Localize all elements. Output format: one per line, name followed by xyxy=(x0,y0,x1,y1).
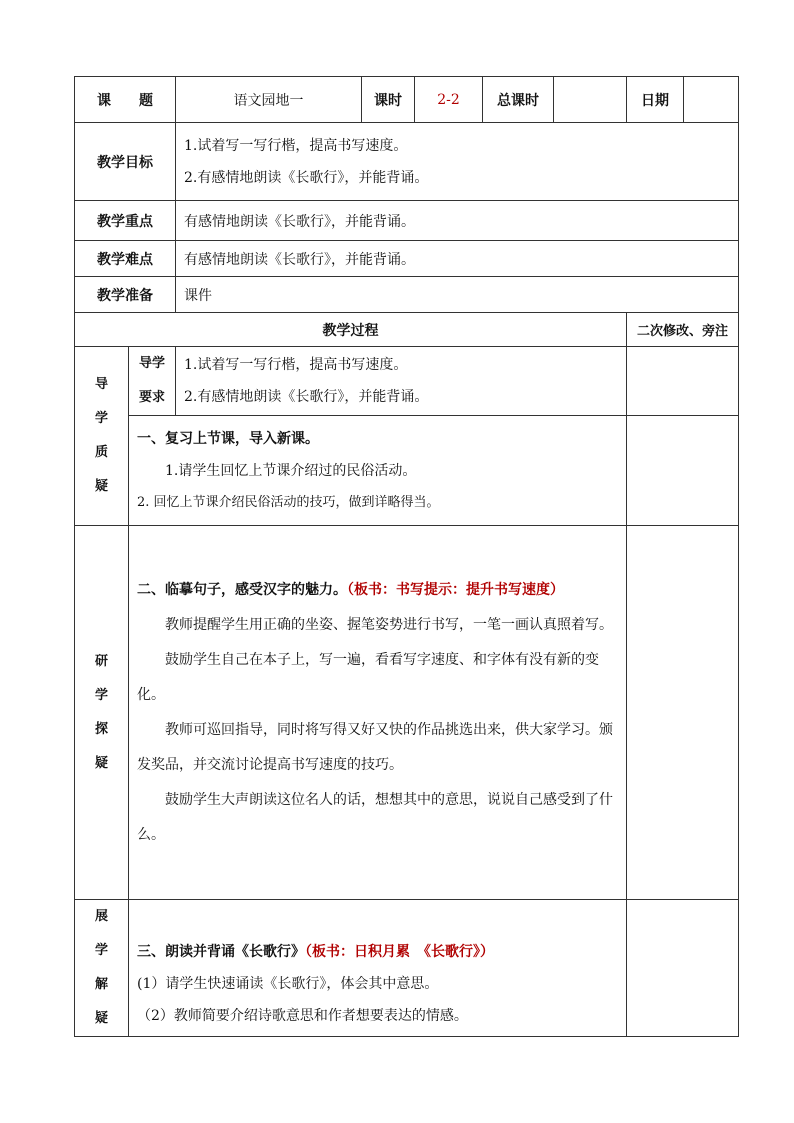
section1-line: 1.请学生回忆上节课介绍过的民俗活动。 xyxy=(165,462,417,479)
section2-label-text: 研学探疑 xyxy=(94,653,108,771)
objectives-content xyxy=(176,123,739,201)
section2-heading-text: 二、临摹句子，感受汉字的魅力。 xyxy=(137,581,347,598)
section1-heading: 一、复习上节课，导入新课。 xyxy=(137,430,319,447)
topic-label: 课 题 xyxy=(75,77,176,123)
guide-item: 2.有感情地朗读《长歌行》，并能背诵。 xyxy=(184,389,429,405)
difficulty-label: 教学难点 xyxy=(75,241,176,277)
section3-board-note: （板书：日积月累 《长歌行》） xyxy=(305,944,494,960)
key-point-label: 教学重点 xyxy=(75,201,176,241)
notes-cell xyxy=(627,416,739,526)
notes-cell xyxy=(627,347,739,416)
period-value: 2-2 xyxy=(415,77,483,123)
section3-line: (1）请学生快速诵读《长歌行》，体会其中意思。 xyxy=(137,976,439,992)
section2-label xyxy=(75,526,129,900)
date-value xyxy=(684,77,739,123)
header-row xyxy=(75,77,739,123)
section3-content xyxy=(129,900,627,1037)
notes-cell xyxy=(627,526,739,900)
key-point-row xyxy=(75,201,739,241)
lesson-plan-table xyxy=(74,76,739,1037)
preparation-label: 教学准备 xyxy=(75,277,176,313)
section2-content xyxy=(129,526,627,900)
difficulty-row xyxy=(75,241,739,277)
process-title: 教学过程 xyxy=(75,313,627,347)
total-label: 总课时 xyxy=(483,77,554,123)
notes-cell xyxy=(627,900,739,1037)
period-label: 课时 xyxy=(362,77,415,123)
objective-item: 2.有感情地朗读《长歌行》，并能背诵。 xyxy=(184,169,429,186)
section3-heading xyxy=(137,936,626,968)
section1-row xyxy=(75,416,739,526)
preparation-value: 课件 xyxy=(176,277,739,313)
objectives-row xyxy=(75,123,739,201)
topic-value: 语文园地一 xyxy=(176,77,362,123)
difficulty-value: 有感情地朗读《长歌行》，并能背诵。 xyxy=(176,241,739,277)
section3-label-text: 展学解疑 xyxy=(94,909,108,1026)
section3-label xyxy=(75,900,129,1037)
section2-paragraph: 鼓励学生大声朗读这位名人的话，想想其中的意思，说说自己感受到了什么。 xyxy=(137,791,613,843)
guide-item: 1.试着写一写行楷，提高书写速度。 xyxy=(184,357,408,373)
section1-label-text: 导学质疑 xyxy=(94,377,108,494)
section2-paragraph: 教师可巡回指导，同时将写得又好又快的作品挑选出来，供大家学习。颁发奖品，并交流讨论提高书写速度的技巧。 xyxy=(137,721,613,773)
section3-heading-text: 三、朗读并背诵《长歌行》 xyxy=(137,944,305,960)
total-value xyxy=(554,77,627,123)
date-label: 日期 xyxy=(627,77,684,123)
preparation-row xyxy=(75,277,739,313)
guide-content xyxy=(176,347,627,416)
process-header-row xyxy=(75,313,739,347)
section1-line: 2. 回忆上节课介绍民俗活动的技巧，做到详略得当。 xyxy=(137,494,440,510)
section2-heading xyxy=(137,573,620,608)
section1-label xyxy=(75,347,129,526)
section2-paragraph: 鼓励学生自己在本子上，写一遍，看看写字速度、和字体有没有新的变化。 xyxy=(137,651,599,703)
section3-row xyxy=(75,900,739,1037)
section3-line: （2）教师简要介绍诗歌意思和作者想要表达的情感。 xyxy=(137,1008,468,1024)
objective-item: 1.试着写一写行楷，提高书写速度。 xyxy=(184,137,408,154)
guide-label: 导学要求 xyxy=(138,356,165,405)
section2-board-note: （板书：书写提示：提升书写速度） xyxy=(347,581,564,598)
objectives-label: 教学目标 xyxy=(75,123,176,201)
section2-paragraph: 教师提醒学生用正确的坐姿、握笔姿势进行书写，一笔一画认真照着写。 xyxy=(165,616,613,633)
section2-row xyxy=(75,526,739,900)
key-point-value: 有感情地朗读《长歌行》，并能背诵。 xyxy=(176,201,739,241)
guide-label-cell xyxy=(129,347,176,416)
notes-title: 二次修改、旁注 xyxy=(627,313,739,347)
guide-row xyxy=(75,347,739,416)
section1-content xyxy=(129,416,627,526)
